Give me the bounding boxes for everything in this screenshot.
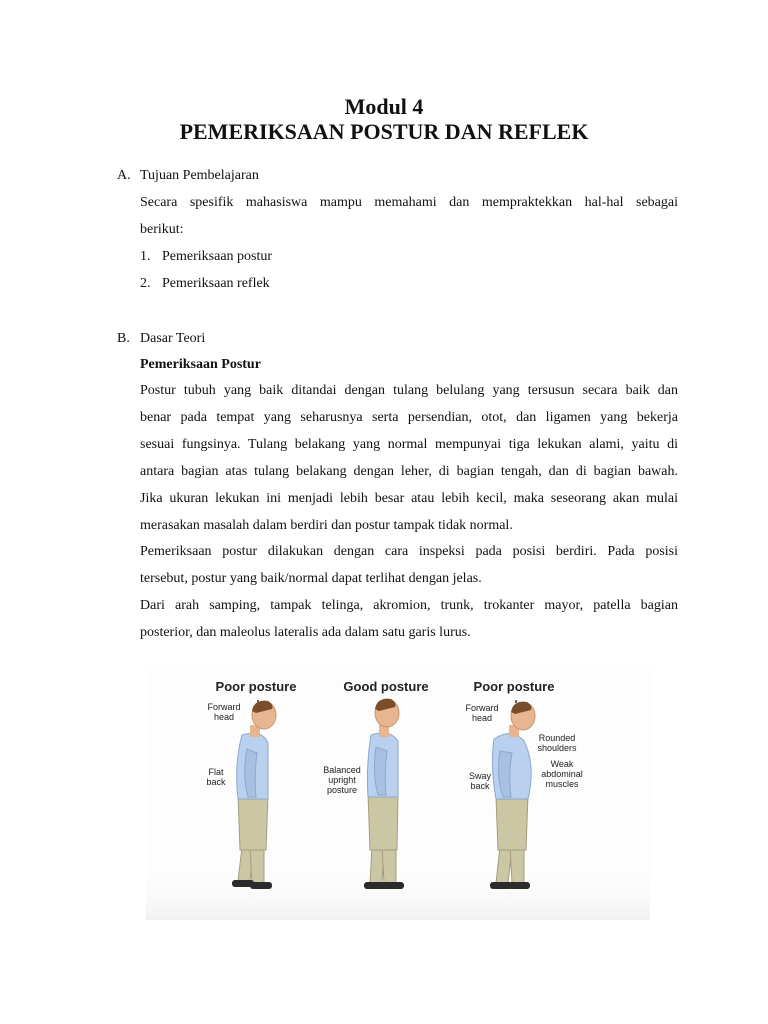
figure-label: head [471,713,493,723]
paragraph-line: Dari arah samping, tampak telinga, akromion, trunk, trokanter mayor, patella bagian [140,598,678,613]
paragraph-line: sesuai fungsinya. Tulang belakang yang normal mempunyai tiga lekukan alami, yaitu di [140,437,678,452]
leg [250,847,264,883]
paragraph-line: antara bagian atas tulang belakang dengan leher, di bagian tengah, dan di bagian bawah. [140,464,678,479]
panel-title: Poor posture [473,679,555,694]
arm [374,747,387,795]
paragraph-line: tersebut, postur yang baik/normal dapat terlihat dengan jelas. [140,571,482,586]
figure-label: abdominal [541,769,583,779]
shoe [250,882,272,889]
figure-label: Rounded [538,733,576,743]
hips [496,795,528,850]
figure-label: head [213,712,235,722]
panel-title: Poor posture [215,679,297,694]
figure-label: Forward [465,703,499,713]
section-a-intro-line: Secara spesifik mahasiswa mampu memahami dan mempraktekkan hal-hal sebagai [140,195,678,210]
figure-label: Flat [208,767,224,777]
list-item: Pemeriksaan postur [162,249,273,264]
section-a-marker: A. [117,168,131,183]
paragraph-line: posterior, dan maleolus lateralis ada dalam satu garis lurus. [140,625,471,640]
section-b-heading: Dasar Teori [140,331,206,346]
paragraph-line: Postur tubuh yang baik ditandai dengan tulang belulang yang tersusun secara baik dan [140,383,678,398]
paragraph-line: merasakan masalah dalam berdiri dan postur tampak tidak normal. [140,518,513,533]
list-item: Pemeriksaan reflek [162,276,270,291]
paragraph-line: Jika ukuran lekukan ini menjadi lebih besar atau lebih kecil, maka seseorang akan mulai [140,491,678,506]
arm [499,751,512,797]
paragraph-line: Pemeriksaan postur dilakukan dengan cara inspeksi pada posisi berdiri. Pada posisi [140,544,678,559]
module-title: PEMERIKSAAN POSTUR DAN REFLEK [179,119,589,144]
figure-label: muscles [545,779,579,789]
leg [510,847,524,883]
paragraph-line: benar pada tempat yang seharusnya serta persendian, otot, dan ligamen yang bekerja [140,410,678,425]
shoe [508,882,530,889]
panel-title: Good posture [343,679,429,694]
shoe [382,882,404,889]
list-number: 1. [140,249,151,264]
figure-label: Balanced [323,765,361,775]
section-a-heading: Tujuan Pembelajaran [140,168,259,183]
figure-label: posture [326,785,358,795]
module-number: Modul 4 [344,94,424,119]
figure-label: back [470,781,490,791]
figure-label: Sway [468,771,492,781]
section-a-intro-line: berikut: [140,222,184,237]
figure-label: upright [328,775,356,785]
leg [382,847,396,883]
posture-figure [146,665,650,920]
arm [245,749,257,797]
posture-illustration [146,665,650,920]
hips [368,793,398,850]
subheading-postur: Pemeriksaan Postur [140,357,261,372]
hips [238,795,268,850]
list-number: 2. [140,276,151,291]
figure-label: Forward [207,702,241,712]
figure-floor [146,865,650,920]
section-b-marker: B. [117,331,130,346]
figure-label: back [206,777,226,787]
figure-label: Weak [550,759,574,769]
figure-label: shoulders [537,743,577,753]
